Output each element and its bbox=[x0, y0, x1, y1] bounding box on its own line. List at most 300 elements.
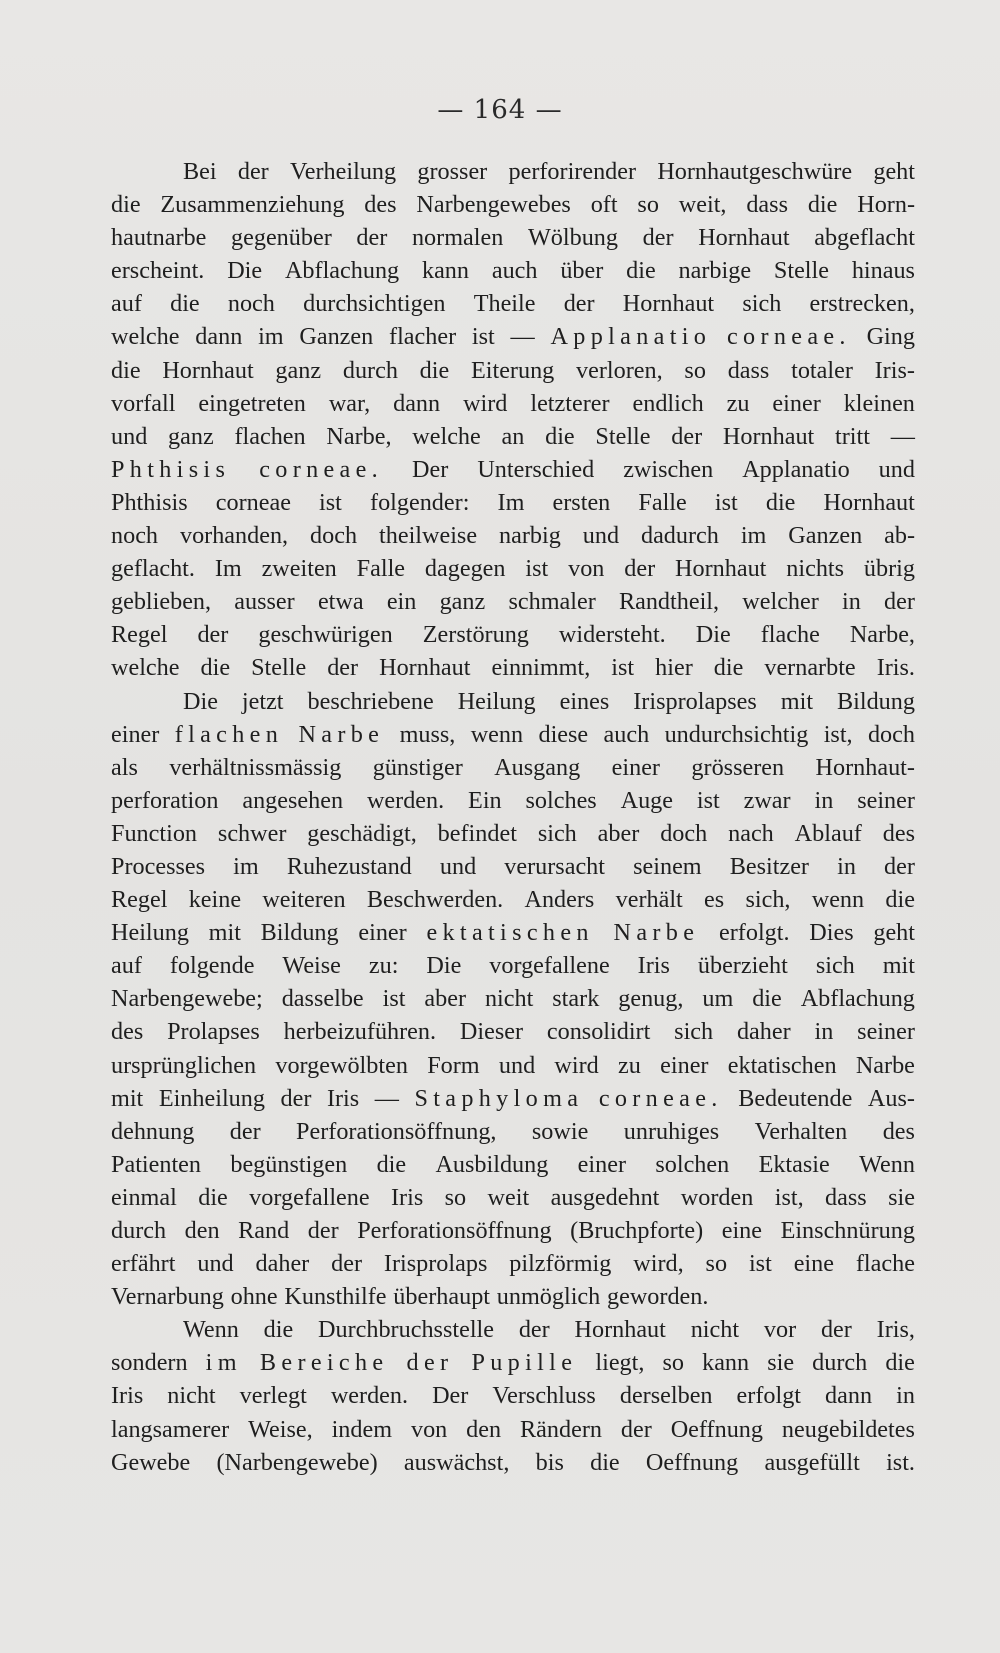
text-line bbox=[111, 1115, 915, 1148]
word: wird, bbox=[633, 1250, 684, 1278]
word: die bbox=[170, 290, 200, 318]
word: kann bbox=[421, 257, 469, 285]
word: consolidirt bbox=[546, 1018, 651, 1046]
word: Abflachung bbox=[284, 257, 400, 285]
word: welche bbox=[111, 323, 180, 351]
word: die bbox=[590, 1448, 620, 1476]
word: flacher bbox=[389, 323, 457, 351]
word: Irisprolaps bbox=[383, 1250, 488, 1278]
word: ausgefüllt bbox=[764, 1448, 860, 1476]
word: derselben bbox=[619, 1382, 713, 1410]
text-line bbox=[111, 883, 915, 916]
word: herbeizuführen. bbox=[283, 1018, 437, 1046]
word: sondern bbox=[111, 1349, 188, 1377]
word: der bbox=[327, 654, 359, 682]
word: seiner bbox=[857, 786, 915, 814]
word: die bbox=[752, 985, 782, 1013]
word: ist bbox=[611, 654, 635, 682]
word: Phthisis bbox=[111, 488, 188, 516]
word: flachen bbox=[174, 720, 284, 748]
word: worden bbox=[680, 1183, 754, 1211]
text-line bbox=[111, 949, 915, 982]
word: narbige bbox=[678, 257, 752, 285]
word: Iris bbox=[111, 1382, 144, 1410]
word: keine bbox=[188, 886, 242, 914]
word: als bbox=[111, 753, 138, 781]
word: Hornhautgeschwüre bbox=[657, 158, 853, 185]
word: einer bbox=[772, 389, 821, 417]
word: ist, bbox=[823, 720, 853, 748]
text-line bbox=[111, 453, 915, 486]
word: der bbox=[884, 588, 915, 616]
word: der bbox=[229, 1117, 261, 1145]
word: Falle bbox=[638, 488, 687, 516]
word: mit bbox=[882, 952, 915, 980]
word: vorgewölbten bbox=[275, 1051, 408, 1079]
text-line bbox=[111, 320, 915, 353]
word: perforation bbox=[111, 786, 219, 814]
word: dehnung bbox=[111, 1117, 195, 1145]
word: nicht bbox=[690, 1316, 740, 1344]
word: die bbox=[376, 1150, 407, 1178]
word: Die bbox=[426, 952, 462, 980]
word: verhältnissmässig bbox=[169, 753, 342, 781]
word: und bbox=[582, 522, 620, 550]
word: befindet bbox=[437, 819, 517, 847]
word: und bbox=[878, 455, 915, 483]
word: dann bbox=[393, 389, 441, 417]
word: Hornhaut bbox=[622, 290, 715, 318]
word: geht bbox=[873, 919, 915, 947]
word: undurchsichtig bbox=[664, 720, 809, 748]
word: Phthisis bbox=[111, 455, 231, 483]
text-line bbox=[111, 155, 915, 188]
word: weit, bbox=[678, 191, 727, 219]
word: Perforationsöffnung, bbox=[296, 1117, 497, 1145]
word: Wölbung bbox=[527, 224, 618, 252]
word: die bbox=[885, 886, 915, 914]
word: sich bbox=[537, 819, 577, 847]
text-line bbox=[111, 982, 915, 1015]
word: und bbox=[197, 1250, 234, 1278]
word: Patienten bbox=[111, 1150, 202, 1178]
word: welche bbox=[412, 422, 481, 450]
word: grösseren bbox=[691, 753, 785, 781]
word: Ein bbox=[468, 786, 502, 814]
body-text bbox=[111, 155, 915, 1479]
word: Theile bbox=[473, 290, 536, 318]
word: dass bbox=[727, 356, 770, 384]
word: unmöglich bbox=[496, 1283, 601, 1311]
word: nicht bbox=[167, 1382, 216, 1410]
word: des bbox=[882, 819, 915, 847]
word: narbig bbox=[499, 522, 561, 550]
word: verlegt bbox=[239, 1382, 307, 1410]
word: des bbox=[364, 191, 397, 219]
word: in bbox=[814, 786, 834, 814]
word: der bbox=[237, 158, 269, 185]
word: Bildung bbox=[260, 919, 339, 947]
word: Heilung bbox=[457, 687, 536, 715]
word: Regel bbox=[111, 886, 168, 914]
word: folgende bbox=[169, 952, 255, 980]
word: perforirender bbox=[508, 158, 637, 185]
word: von bbox=[568, 555, 605, 583]
word: Anders bbox=[524, 886, 595, 914]
word: überhaupt bbox=[393, 1283, 491, 1311]
word: Iris bbox=[637, 952, 670, 980]
word: ektatischen bbox=[727, 1051, 837, 1079]
word: einer bbox=[611, 753, 660, 781]
word: durchsichtigen bbox=[303, 290, 446, 318]
word: widersteht. bbox=[558, 621, 666, 649]
word: Verschluss bbox=[492, 1382, 596, 1410]
word: flachen bbox=[234, 422, 306, 450]
word: wird bbox=[554, 1051, 599, 1079]
word: die bbox=[713, 654, 744, 682]
word: folgender: bbox=[370, 488, 470, 516]
word: sie bbox=[767, 1349, 795, 1377]
word: Stelle bbox=[595, 422, 651, 450]
word: Falle bbox=[356, 555, 406, 583]
word: auf bbox=[111, 290, 142, 318]
word: auch bbox=[491, 257, 538, 285]
word: Einheilung bbox=[158, 1084, 265, 1112]
word: (Narbengewebe) bbox=[216, 1448, 378, 1476]
word: flache bbox=[760, 621, 820, 649]
word: Hornhaut bbox=[379, 654, 471, 682]
word: Beschwerden. bbox=[366, 886, 504, 914]
word: Bei bbox=[183, 158, 217, 185]
word: weiteren bbox=[262, 886, 346, 914]
word: ab- bbox=[884, 522, 915, 550]
word: einmal bbox=[111, 1183, 177, 1211]
word: seiner bbox=[857, 1018, 915, 1046]
word: des bbox=[111, 1018, 144, 1046]
word: es bbox=[704, 886, 725, 914]
word: Iris bbox=[391, 1183, 424, 1211]
word: über bbox=[560, 257, 604, 285]
word: ganz bbox=[168, 422, 214, 450]
word: Ganzen bbox=[299, 323, 374, 351]
word: corneae bbox=[215, 488, 291, 516]
word: so bbox=[662, 1349, 685, 1377]
word: Horn- bbox=[857, 191, 915, 219]
word: Rändern bbox=[520, 1415, 602, 1443]
word: Durchbruchsstelle bbox=[318, 1316, 494, 1344]
word: Iris, bbox=[876, 1316, 915, 1344]
word: eine bbox=[793, 1250, 834, 1278]
word: Narbe bbox=[298, 720, 385, 748]
word: nichts bbox=[786, 555, 845, 583]
word: Staphyloma bbox=[414, 1084, 584, 1112]
word: neugebildetes bbox=[781, 1415, 915, 1443]
word: Regel bbox=[111, 621, 168, 649]
text-line bbox=[111, 1015, 915, 1048]
word: Dies bbox=[809, 919, 854, 947]
text-line bbox=[111, 1379, 915, 1412]
word: der bbox=[307, 1217, 339, 1244]
word: so bbox=[684, 356, 706, 384]
word: Narbe, bbox=[849, 621, 915, 649]
word: Oeffnung bbox=[645, 1448, 739, 1476]
word: eines bbox=[559, 687, 610, 715]
word: einer bbox=[111, 720, 160, 748]
word: von bbox=[410, 1415, 448, 1443]
word: aber bbox=[597, 819, 640, 847]
word: eingetreten bbox=[198, 389, 306, 417]
word: geflacht. bbox=[111, 555, 195, 583]
word: Im bbox=[214, 555, 242, 583]
text-line bbox=[111, 1247, 915, 1280]
word: ganz bbox=[439, 588, 486, 616]
word: ausser bbox=[234, 588, 295, 616]
text-line bbox=[111, 651, 915, 684]
word: Iris. bbox=[876, 654, 915, 682]
word: dann bbox=[195, 323, 243, 351]
word: kann bbox=[702, 1349, 750, 1377]
word: vorhanden, bbox=[179, 522, 289, 550]
word: auch bbox=[603, 720, 650, 748]
word: ist bbox=[471, 323, 495, 351]
word: Verheilung bbox=[289, 158, 397, 185]
word: sowie bbox=[531, 1117, 589, 1145]
word: so bbox=[705, 1250, 728, 1278]
word: abgeflacht bbox=[814, 224, 915, 252]
word: Die bbox=[183, 687, 218, 715]
word: vorfall bbox=[111, 389, 176, 417]
word: günstiger bbox=[372, 753, 463, 781]
word: grosser bbox=[417, 158, 488, 185]
word: Aus- bbox=[867, 1084, 915, 1112]
word: Ausbildung bbox=[435, 1150, 549, 1178]
word: dasselbe bbox=[281, 985, 364, 1013]
word: Hornhaut bbox=[698, 224, 790, 252]
word: Perforationsöffnung bbox=[357, 1217, 552, 1244]
word: der bbox=[356, 224, 388, 252]
word: durch bbox=[812, 1349, 868, 1377]
word: der bbox=[331, 1250, 363, 1278]
text-line bbox=[111, 387, 915, 420]
word: doch bbox=[867, 720, 915, 748]
word: ein bbox=[386, 588, 417, 616]
word: wird bbox=[463, 389, 508, 417]
word: geht bbox=[873, 158, 915, 185]
word: die bbox=[200, 654, 231, 682]
word: indem bbox=[331, 1415, 393, 1443]
word: Ausgang bbox=[494, 753, 581, 781]
word: schwer bbox=[217, 819, 287, 847]
word: sich bbox=[674, 1018, 714, 1046]
word: zu: bbox=[368, 952, 399, 980]
word: geblieben, bbox=[111, 588, 212, 616]
word: Prolapses bbox=[167, 1018, 260, 1046]
text-line bbox=[111, 1413, 915, 1446]
word: einer bbox=[577, 1150, 627, 1178]
word: der bbox=[820, 1316, 852, 1344]
word: Randtheil, bbox=[618, 588, 720, 616]
word: nach bbox=[728, 819, 774, 847]
word: Einschnürung bbox=[780, 1217, 915, 1244]
word: seinem bbox=[633, 852, 702, 880]
word: Heilung bbox=[111, 919, 189, 947]
word: Narbengewebe; bbox=[111, 985, 263, 1013]
word: so bbox=[637, 191, 659, 219]
word: ist bbox=[319, 488, 342, 516]
text-line bbox=[111, 718, 915, 751]
word: und bbox=[439, 852, 477, 880]
word: die bbox=[111, 356, 141, 384]
word: Der bbox=[412, 455, 449, 483]
word: des bbox=[882, 1117, 915, 1145]
word: kleinen bbox=[843, 389, 915, 417]
word: in bbox=[814, 1018, 834, 1046]
word: pilzförmig bbox=[509, 1250, 612, 1278]
word: stark bbox=[552, 985, 600, 1013]
word: nicht bbox=[484, 985, 534, 1013]
word: überzieht bbox=[697, 952, 788, 980]
word: welcher bbox=[742, 588, 819, 616]
word: letzterer bbox=[530, 389, 610, 417]
word: Ganzen bbox=[788, 522, 863, 550]
word: Ablauf bbox=[794, 819, 862, 847]
word: noch bbox=[227, 290, 275, 318]
word: dass bbox=[746, 191, 788, 219]
word: flache bbox=[855, 1250, 915, 1278]
word: Wenn bbox=[859, 1150, 915, 1178]
word: Bedeutende bbox=[738, 1084, 853, 1112]
word: im bbox=[233, 852, 259, 880]
word: Zerstörung bbox=[422, 621, 529, 649]
word: Die bbox=[227, 257, 263, 285]
word: ursprünglichen bbox=[111, 1051, 257, 1079]
word: aber bbox=[424, 985, 467, 1013]
text-line bbox=[111, 1181, 915, 1214]
word: beschriebene bbox=[307, 687, 434, 715]
text-line bbox=[111, 685, 915, 718]
word: einer bbox=[660, 1051, 709, 1079]
word: den bbox=[466, 1415, 502, 1443]
word: geworden. bbox=[607, 1283, 709, 1311]
word: verursacht bbox=[504, 852, 605, 880]
text-line bbox=[111, 1313, 915, 1346]
word: Ektasie bbox=[758, 1150, 830, 1178]
word: Ruhezustand bbox=[286, 852, 412, 880]
page-number: — 164 — bbox=[437, 95, 563, 125]
word: — bbox=[890, 422, 915, 450]
word: Besitzer bbox=[729, 852, 809, 880]
word: Iris bbox=[326, 1084, 360, 1112]
word: hinaus bbox=[851, 257, 915, 285]
word: die bbox=[807, 191, 838, 219]
text-line bbox=[111, 1082, 915, 1115]
word: wenn bbox=[811, 886, 865, 914]
word: im bbox=[258, 323, 284, 351]
word: Vernarbung bbox=[111, 1283, 224, 1311]
word: Narbe bbox=[855, 1051, 915, 1079]
word: der bbox=[642, 224, 674, 252]
text-line bbox=[111, 188, 915, 221]
text-line bbox=[111, 1049, 915, 1082]
word: Auge bbox=[620, 786, 673, 814]
word: so bbox=[444, 1183, 467, 1211]
word: tritt bbox=[835, 422, 870, 450]
word: weit bbox=[487, 1183, 530, 1211]
word: der bbox=[624, 555, 656, 583]
word: Processes bbox=[111, 852, 206, 880]
word: Wenn bbox=[183, 1316, 239, 1344]
word: durch bbox=[111, 1217, 167, 1244]
word: ist bbox=[748, 1250, 772, 1278]
word: ohne bbox=[230, 1283, 278, 1311]
word: die bbox=[419, 356, 450, 384]
word: die bbox=[545, 422, 575, 450]
word: ist. bbox=[886, 1448, 915, 1476]
word: erstrecken, bbox=[809, 290, 915, 318]
word: Kunsthilfe bbox=[284, 1283, 387, 1311]
text-line bbox=[111, 552, 915, 585]
word: im bbox=[740, 522, 767, 550]
word: der bbox=[280, 1084, 312, 1112]
word: mit bbox=[780, 687, 814, 715]
word: solches bbox=[525, 786, 597, 814]
word: dass bbox=[825, 1183, 867, 1211]
text-line bbox=[111, 585, 915, 618]
word: im bbox=[205, 1349, 242, 1377]
text-line bbox=[111, 751, 915, 784]
word: zwischen bbox=[623, 455, 714, 483]
word: in bbox=[842, 588, 861, 616]
text-line bbox=[111, 916, 915, 949]
word: sich bbox=[815, 952, 855, 980]
word: ersten bbox=[552, 488, 611, 516]
word: — bbox=[510, 323, 535, 351]
word: und bbox=[498, 1051, 536, 1079]
word: zu bbox=[618, 1051, 641, 1079]
word: Hornhaut bbox=[574, 1316, 666, 1344]
word: sich, bbox=[745, 886, 791, 914]
word: Hornhaut bbox=[823, 488, 915, 516]
word: die bbox=[198, 1183, 228, 1211]
word: vorgefallene bbox=[249, 1183, 370, 1211]
word: der bbox=[518, 1316, 550, 1344]
word: Hornhaut- bbox=[815, 753, 915, 781]
word: einer bbox=[358, 919, 407, 947]
word: Stelle bbox=[251, 654, 307, 682]
word: (Bruchpforte) bbox=[570, 1217, 704, 1244]
word: corneae. bbox=[726, 323, 851, 351]
word: Rand bbox=[238, 1217, 290, 1244]
text-line bbox=[111, 420, 915, 453]
word: die bbox=[111, 191, 141, 219]
word: die bbox=[885, 1349, 915, 1377]
word: ausgedehnt bbox=[550, 1183, 660, 1211]
word: Hornhaut bbox=[675, 555, 767, 583]
text-line bbox=[111, 1214, 915, 1247]
word: mit bbox=[111, 1084, 144, 1112]
word: jetzt bbox=[241, 687, 284, 715]
word: auf bbox=[111, 952, 142, 980]
word: wenn bbox=[470, 720, 524, 748]
word: auswächst, bbox=[403, 1448, 510, 1476]
word: diese bbox=[538, 720, 589, 748]
word: dagegen bbox=[424, 555, 506, 583]
word: erfolgt. bbox=[719, 919, 790, 947]
text-line bbox=[111, 486, 915, 519]
text-line bbox=[111, 1446, 915, 1479]
word: der bbox=[884, 852, 915, 880]
word: Bildung bbox=[837, 687, 915, 715]
